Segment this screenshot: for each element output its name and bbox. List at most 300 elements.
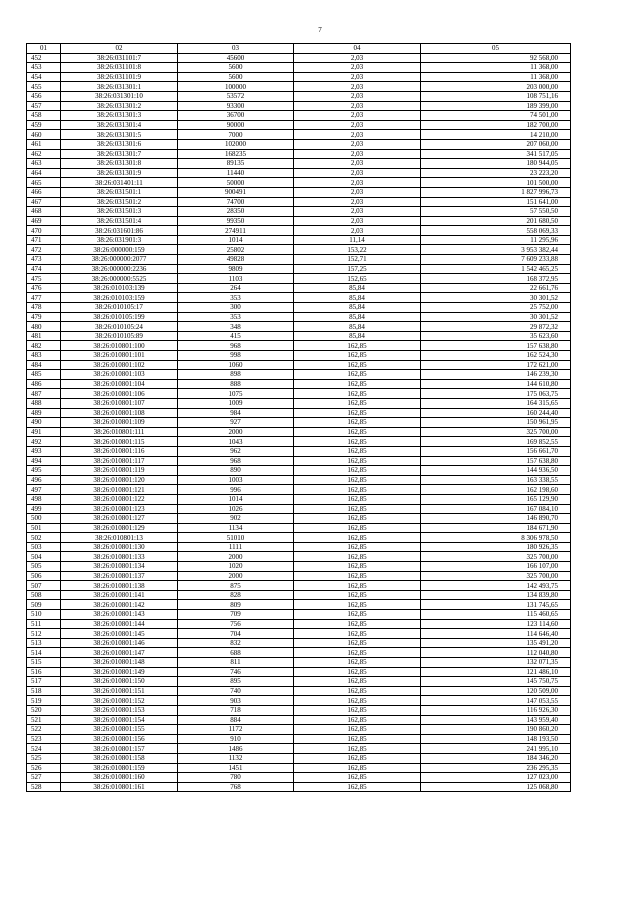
table-row <box>27 245 571 255</box>
rate-cell: 2,03 <box>294 53 421 63</box>
table-row <box>27 312 571 322</box>
value-cell: 165 129,90 <box>421 494 571 504</box>
area-cell: 2000 <box>178 552 294 562</box>
row-number-cell: 500 <box>27 514 61 524</box>
value-cell: 180 944,05 <box>421 159 571 169</box>
row-number-cell: 473 <box>27 255 61 265</box>
rate-cell: 162,85 <box>294 552 421 562</box>
rate-cell: 162,85 <box>294 427 421 437</box>
value-cell: 121 486,10 <box>421 667 571 677</box>
rate-cell: 152,65 <box>294 274 421 284</box>
rate-cell: 2,03 <box>294 101 421 111</box>
column-header-03: 03 <box>178 44 294 54</box>
rate-cell: 153,22 <box>294 245 421 255</box>
table-row <box>27 207 571 217</box>
area-cell: 5600 <box>178 63 294 73</box>
row-number-cell: 506 <box>27 571 61 581</box>
area-cell: 1026 <box>178 504 294 514</box>
area-cell: 28350 <box>178 207 294 217</box>
cadastral-number-cell: 38:26:010801:155 <box>61 725 178 735</box>
rate-cell: 11,14 <box>294 235 421 245</box>
value-cell: 151 641,00 <box>421 197 571 207</box>
table-row <box>27 159 571 169</box>
row-number-cell: 528 <box>27 782 61 792</box>
value-cell: 190 860,20 <box>421 725 571 735</box>
row-number-cell: 515 <box>27 658 61 668</box>
area-cell: 890 <box>178 466 294 476</box>
area-cell: 1172 <box>178 725 294 735</box>
cadastral-number-cell: 38:26:010801:109 <box>61 418 178 428</box>
value-cell: 147 053,55 <box>421 696 571 706</box>
row-number-cell: 484 <box>27 360 61 370</box>
value-cell: 160 244,40 <box>421 408 571 418</box>
row-number-cell: 486 <box>27 379 61 389</box>
row-number-cell: 452 <box>27 53 61 63</box>
area-cell: 828 <box>178 590 294 600</box>
table-row <box>27 53 571 63</box>
rate-cell: 162,85 <box>294 389 421 399</box>
area-cell: 36700 <box>178 111 294 121</box>
table-row <box>27 753 571 763</box>
table-row <box>27 705 571 715</box>
row-number-cell: 477 <box>27 293 61 303</box>
value-cell: 164 315,65 <box>421 398 571 408</box>
row-number-cell: 511 <box>27 619 61 629</box>
cadastral-number-cell: 38:26:010801:158 <box>61 753 178 763</box>
row-number-cell: 465 <box>27 178 61 188</box>
cadastral-number-cell: 38:26:031101:7 <box>61 53 178 63</box>
area-cell: 49828 <box>178 255 294 265</box>
area-cell: 809 <box>178 600 294 610</box>
cadastral-number-cell: 38:26:010105:199 <box>61 312 178 322</box>
table-row <box>27 658 571 668</box>
table-row <box>27 322 571 332</box>
row-number-cell: 510 <box>27 610 61 620</box>
area-cell: 884 <box>178 715 294 725</box>
table-row <box>27 389 571 399</box>
row-number-cell: 455 <box>27 82 61 92</box>
cadastral-number-cell: 38:26:010103:139 <box>61 283 178 293</box>
rate-cell: 2,03 <box>294 207 421 217</box>
value-cell: 146 239,30 <box>421 370 571 380</box>
area-cell: 903 <box>178 696 294 706</box>
row-number-cell: 497 <box>27 485 61 495</box>
value-cell: 25 752,00 <box>421 303 571 313</box>
row-number-cell: 498 <box>27 494 61 504</box>
row-number-cell: 466 <box>27 187 61 197</box>
value-cell: 1 827 996,73 <box>421 187 571 197</box>
row-number-cell: 522 <box>27 725 61 735</box>
value-cell: 135 491,20 <box>421 638 571 648</box>
value-cell: 57 550,50 <box>421 207 571 217</box>
rate-cell: 2,03 <box>294 91 421 101</box>
cadastral-number-cell: 38:26:010801:108 <box>61 408 178 418</box>
table-row <box>27 552 571 562</box>
area-cell: 780 <box>178 773 294 783</box>
value-cell: 341 517,05 <box>421 149 571 159</box>
table-row <box>27 293 571 303</box>
value-cell: 23 223,20 <box>421 168 571 178</box>
cadastral-number-cell: 38:26:010801:159 <box>61 763 178 773</box>
table-row <box>27 542 571 552</box>
area-cell: 704 <box>178 629 294 639</box>
table-row <box>27 485 571 495</box>
table-row <box>27 255 571 265</box>
area-cell: 996 <box>178 485 294 495</box>
value-cell: 156 661,70 <box>421 446 571 456</box>
table-row <box>27 216 571 226</box>
table-row <box>27 427 571 437</box>
rate-cell: 85,84 <box>294 303 421 313</box>
table-row <box>27 523 571 533</box>
value-cell: 146 890,70 <box>421 514 571 524</box>
rate-cell: 162,85 <box>294 351 421 361</box>
value-cell: 201 680,50 <box>421 216 571 226</box>
row-number-cell: 469 <box>27 216 61 226</box>
cadastral-number-cell: 38:26:010801:120 <box>61 475 178 485</box>
value-cell: 3 953 382,44 <box>421 245 571 255</box>
table-row <box>27 638 571 648</box>
table-row <box>27 418 571 428</box>
value-cell: 30 301,52 <box>421 293 571 303</box>
area-cell: 1134 <box>178 523 294 533</box>
table-row <box>27 514 571 524</box>
cadastral-number-cell: 38:26:010801:150 <box>61 677 178 687</box>
value-cell: 123 114,60 <box>421 619 571 629</box>
rate-cell: 162,85 <box>294 581 421 591</box>
table-row <box>27 331 571 341</box>
row-number-cell: 464 <box>27 168 61 178</box>
table-header-row <box>27 44 571 54</box>
cadastral-number-cell: 38:26:010801:154 <box>61 715 178 725</box>
table-row <box>27 610 571 620</box>
column-header-01: 01 <box>27 44 61 54</box>
row-number-cell: 489 <box>27 408 61 418</box>
table-row <box>27 571 571 581</box>
area-cell: 74700 <box>178 197 294 207</box>
table-row <box>27 351 571 361</box>
row-number-cell: 454 <box>27 72 61 82</box>
table-row <box>27 667 571 677</box>
rate-cell: 162,85 <box>294 360 421 370</box>
value-cell: 189 399,00 <box>421 101 571 111</box>
rate-cell: 2,03 <box>294 130 421 140</box>
rate-cell: 2,03 <box>294 82 421 92</box>
rate-cell: 2,03 <box>294 168 421 178</box>
area-cell: 93300 <box>178 101 294 111</box>
value-cell: 127 023,00 <box>421 773 571 783</box>
cadastral-number-cell: 38:26:010801:115 <box>61 437 178 447</box>
table-row <box>27 773 571 783</box>
row-number-cell: 492 <box>27 437 61 447</box>
rate-cell: 157,25 <box>294 264 421 274</box>
row-number-cell: 521 <box>27 715 61 725</box>
table-row <box>27 63 571 73</box>
cadastral-number-cell: 38:26:010801:104 <box>61 379 178 389</box>
area-cell: 89135 <box>178 159 294 169</box>
cadastral-number-cell: 38:26:010801:156 <box>61 734 178 744</box>
cadastral-number-cell: 38:26:010801:122 <box>61 494 178 504</box>
value-cell: 325 700,00 <box>421 552 571 562</box>
rate-cell: 162,85 <box>294 705 421 715</box>
rate-cell: 162,85 <box>294 619 421 629</box>
rate-cell: 162,85 <box>294 504 421 514</box>
cadastral-number-cell: 38:26:000000:159 <box>61 245 178 255</box>
area-cell: 895 <box>178 677 294 687</box>
row-number-cell: 519 <box>27 696 61 706</box>
value-cell: 101 500,00 <box>421 178 571 188</box>
table-row <box>27 303 571 313</box>
value-cell: 166 107,00 <box>421 562 571 572</box>
row-number-cell: 495 <box>27 466 61 476</box>
cadastral-number-cell: 38:26:031401:11 <box>61 178 178 188</box>
table-row <box>27 629 571 639</box>
value-cell: 241 995,10 <box>421 744 571 754</box>
rate-cell: 162,85 <box>294 782 421 792</box>
cadastral-number-cell: 38:26:000000:5525 <box>61 274 178 284</box>
area-cell: 984 <box>178 408 294 418</box>
area-cell: 832 <box>178 638 294 648</box>
row-number-cell: 474 <box>27 264 61 274</box>
area-cell: 888 <box>178 379 294 389</box>
area-cell: 2000 <box>178 427 294 437</box>
table-row <box>27 734 571 744</box>
area-cell: 756 <box>178 619 294 629</box>
area-cell: 353 <box>178 312 294 322</box>
cadastral-number-cell: 38:26:010801:103 <box>61 370 178 380</box>
cadastral-number-cell: 38:26:010801:147 <box>61 648 178 658</box>
cadastral-number-cell: 38:26:010801:134 <box>61 562 178 572</box>
table-row <box>27 456 571 466</box>
cadastral-number-cell: 38:26:010103:159 <box>61 293 178 303</box>
rate-cell: 162,85 <box>294 686 421 696</box>
row-number-cell: 514 <box>27 648 61 658</box>
table-row <box>27 533 571 543</box>
value-cell: 180 926,35 <box>421 542 571 552</box>
table-row <box>27 725 571 735</box>
value-cell: 175 063,75 <box>421 389 571 399</box>
value-cell: 92 568,00 <box>421 53 571 63</box>
area-cell: 1020 <box>178 562 294 572</box>
cadastral-number-cell: 38:26:010801:153 <box>61 705 178 715</box>
rate-cell: 2,03 <box>294 197 421 207</box>
value-cell: 150 961,95 <box>421 418 571 428</box>
page-number: 7 <box>318 26 322 34</box>
cadastral-number-cell: 38:26:031601:86 <box>61 226 178 236</box>
value-cell: 14 210,00 <box>421 130 571 140</box>
cadastral-number-cell: 38:26:010801:138 <box>61 581 178 591</box>
cadastral-number-cell: 38:26:031301:5 <box>61 130 178 140</box>
cadastral-number-cell: 38:26:010801:137 <box>61 571 178 581</box>
value-cell: 131 745,65 <box>421 600 571 610</box>
rate-cell: 162,85 <box>294 744 421 754</box>
area-cell: 1009 <box>178 398 294 408</box>
area-cell: 1451 <box>178 763 294 773</box>
table-row <box>27 696 571 706</box>
row-number-cell: 518 <box>27 686 61 696</box>
cadastral-number-cell: 38:26:010105:89 <box>61 331 178 341</box>
row-number-cell: 507 <box>27 581 61 591</box>
rate-cell: 162,85 <box>294 571 421 581</box>
row-number-cell: 516 <box>27 667 61 677</box>
cadastral-number-cell: 38:26:010801:145 <box>61 629 178 639</box>
rate-cell: 162,85 <box>294 725 421 735</box>
cadastral-number-cell: 38:26:010801:161 <box>61 782 178 792</box>
cadastral-value-table <box>26 43 571 792</box>
rate-cell: 162,85 <box>294 408 421 418</box>
rate-cell: 162,85 <box>294 629 421 639</box>
area-cell: 1014 <box>178 494 294 504</box>
area-cell: 168235 <box>178 149 294 159</box>
cadastral-number-cell: 38:26:031301:3 <box>61 111 178 121</box>
cadastral-number-cell: 38:26:010801:107 <box>61 398 178 408</box>
area-cell: 90000 <box>178 120 294 130</box>
value-cell: 184 346,20 <box>421 753 571 763</box>
rate-cell: 152,71 <box>294 255 421 265</box>
rate-cell: 162,85 <box>294 677 421 687</box>
rate-cell: 162,85 <box>294 562 421 572</box>
row-number-cell: 494 <box>27 456 61 466</box>
table-body <box>27 53 571 792</box>
row-number-cell: 508 <box>27 590 61 600</box>
rate-cell: 162,85 <box>294 638 421 648</box>
row-number-cell: 463 <box>27 159 61 169</box>
column-header-05: 05 <box>421 44 571 54</box>
value-cell: 112 040,80 <box>421 648 571 658</box>
table-row <box>27 581 571 591</box>
value-cell: 157 638,80 <box>421 341 571 351</box>
rate-cell: 162,85 <box>294 466 421 476</box>
rate-cell: 2,03 <box>294 226 421 236</box>
cadastral-number-cell: 38:26:010801:142 <box>61 600 178 610</box>
rate-cell: 2,03 <box>294 139 421 149</box>
row-number-cell: 526 <box>27 763 61 773</box>
rate-cell: 162,85 <box>294 696 421 706</box>
rate-cell: 162,85 <box>294 753 421 763</box>
cadastral-number-cell: 38:26:010801:148 <box>61 658 178 668</box>
rate-cell: 162,85 <box>294 523 421 533</box>
row-number-cell: 488 <box>27 398 61 408</box>
row-number-cell: 457 <box>27 101 61 111</box>
rate-cell: 162,85 <box>294 485 421 495</box>
cadastral-number-cell: 38:26:010801:144 <box>61 619 178 629</box>
table-row <box>27 677 571 687</box>
table-row <box>27 590 571 600</box>
row-number-cell: 462 <box>27 149 61 159</box>
cadastral-number-cell: 38:26:010801:160 <box>61 773 178 783</box>
rate-cell: 162,85 <box>294 456 421 466</box>
row-number-cell: 517 <box>27 677 61 687</box>
row-number-cell: 476 <box>27 283 61 293</box>
rate-cell: 162,85 <box>294 379 421 389</box>
table-row <box>27 111 571 121</box>
rate-cell: 162,85 <box>294 446 421 456</box>
area-cell: 1060 <box>178 360 294 370</box>
rate-cell: 2,03 <box>294 72 421 82</box>
area-cell: 45600 <box>178 53 294 63</box>
area-cell: 1043 <box>178 437 294 447</box>
area-cell: 718 <box>178 705 294 715</box>
cadastral-number-cell: 38:26:000000:2077 <box>61 255 178 265</box>
rate-cell: 85,84 <box>294 293 421 303</box>
row-number-cell: 483 <box>27 351 61 361</box>
row-number-cell: 523 <box>27 734 61 744</box>
table-row <box>27 648 571 658</box>
cadastral-number-cell: 38:26:010801:157 <box>61 744 178 754</box>
value-cell: 108 751,16 <box>421 91 571 101</box>
area-cell: 348 <box>178 322 294 332</box>
value-cell: 169 852,55 <box>421 437 571 447</box>
cadastral-number-cell: 38:26:010801:102 <box>61 360 178 370</box>
row-number-cell: 459 <box>27 120 61 130</box>
area-cell: 968 <box>178 456 294 466</box>
table-row <box>27 149 571 159</box>
value-cell: 115 460,65 <box>421 610 571 620</box>
value-cell: 22 661,76 <box>421 283 571 293</box>
row-number-cell: 525 <box>27 753 61 763</box>
value-cell: 1 542 465,25 <box>421 264 571 274</box>
value-cell: 148 193,50 <box>421 734 571 744</box>
table-row <box>27 408 571 418</box>
table-row <box>27 398 571 408</box>
rate-cell: 162,85 <box>294 773 421 783</box>
value-cell: 116 926,30 <box>421 705 571 715</box>
table-row <box>27 782 571 792</box>
value-cell: 157 638,80 <box>421 456 571 466</box>
column-header-04: 04 <box>294 44 421 54</box>
cadastral-number-cell: 38:26:031301:7 <box>61 149 178 159</box>
rate-cell: 162,85 <box>294 475 421 485</box>
value-cell: 30 301,52 <box>421 312 571 322</box>
rate-cell: 162,85 <box>294 418 421 428</box>
area-cell: 902 <box>178 514 294 524</box>
table-row <box>27 715 571 725</box>
area-cell: 415 <box>178 331 294 341</box>
table-row <box>27 494 571 504</box>
area-cell: 1132 <box>178 753 294 763</box>
cadastral-number-cell: 38:26:031501:1 <box>61 187 178 197</box>
area-cell: 688 <box>178 648 294 658</box>
row-number-cell: 479 <box>27 312 61 322</box>
row-number-cell: 475 <box>27 274 61 284</box>
cadastral-number-cell: 38:26:031301:6 <box>61 139 178 149</box>
value-cell: 163 338,55 <box>421 475 571 485</box>
value-cell: 325 700,00 <box>421 427 571 437</box>
table-row <box>27 72 571 82</box>
cadastral-number-cell: 38:26:010801:119 <box>61 466 178 476</box>
cadastral-number-cell: 38:26:010801:149 <box>61 667 178 677</box>
table-row <box>27 341 571 351</box>
area-cell: 1486 <box>178 744 294 754</box>
table-row <box>27 600 571 610</box>
area-cell: 102000 <box>178 139 294 149</box>
rate-cell: 162,85 <box>294 658 421 668</box>
rate-cell: 2,03 <box>294 120 421 130</box>
area-cell: 746 <box>178 667 294 677</box>
table-row <box>27 197 571 207</box>
cadastral-number-cell: 38:26:010801:13 <box>61 533 178 543</box>
row-number-cell: 482 <box>27 341 61 351</box>
row-number-cell: 512 <box>27 629 61 639</box>
row-number-cell: 470 <box>27 226 61 236</box>
rate-cell: 2,03 <box>294 149 421 159</box>
area-cell: 968 <box>178 341 294 351</box>
row-number-cell: 468 <box>27 207 61 217</box>
rate-cell: 162,85 <box>294 533 421 543</box>
rate-cell: 162,85 <box>294 715 421 725</box>
area-cell: 811 <box>178 658 294 668</box>
rate-cell: 162,85 <box>294 648 421 658</box>
